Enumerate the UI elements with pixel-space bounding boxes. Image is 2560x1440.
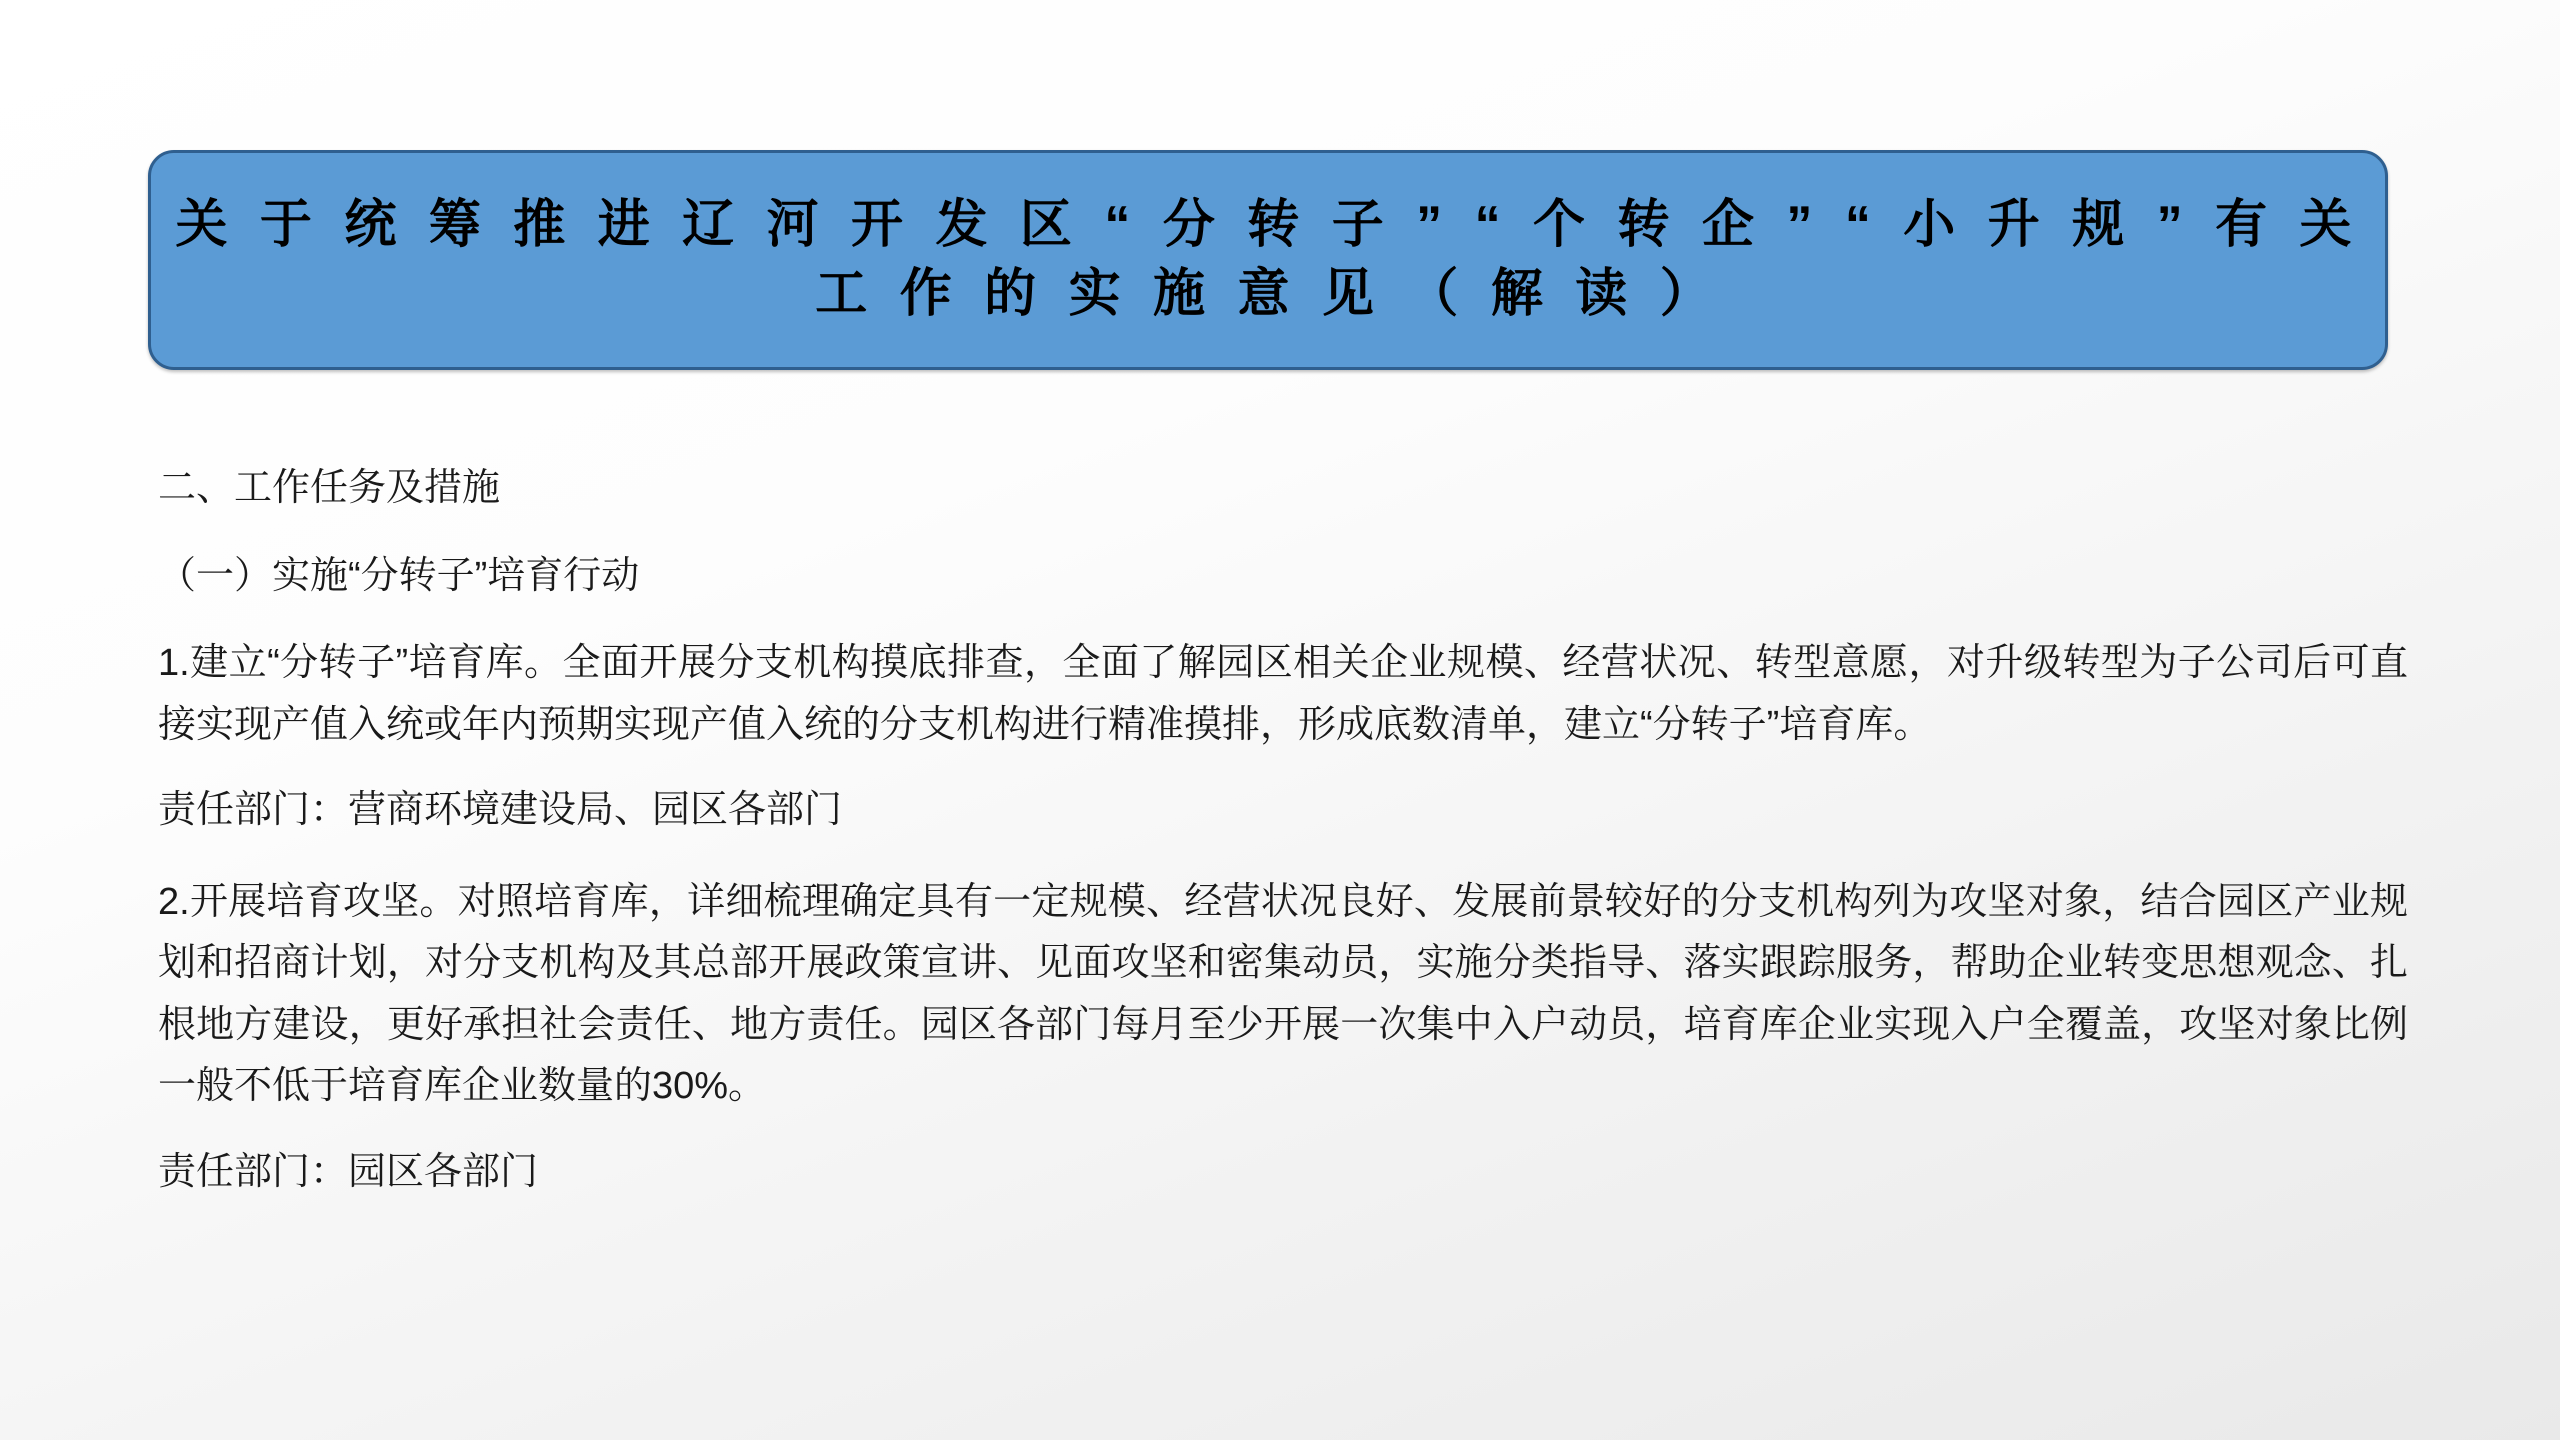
slide-title-line-2: 工 作 的 实 施 意 见 （ 解 读 ） xyxy=(815,265,1721,323)
task-item-2-responsible-department: 责任部门：园区各部门 xyxy=(158,1150,539,1193)
slide-title-banner xyxy=(148,150,2388,370)
slide-body xyxy=(158,458,2408,1233)
slide-title-line-1: 关 于 统 筹 推 进 辽 河 开 发 区 “ 分 转 子 ” “ 个 转 企 ” “ 小 升 规 ” 有 关 xyxy=(175,196,2361,255)
subsection-heading: （一）实施“分转子”培育行动 xyxy=(158,554,640,597)
section-heading: 二、工作任务及措施 xyxy=(158,467,501,509)
task-item-2: 2.开展培育攻坚。对照培育库，详细梳理确定具有一定规模、经营状况良好、发展前景较好的分支机构列为攻坚对象，结合园区产业规划和招商计划，对分支机构及其总部开展政策宣讲、见面攻坚和密集动员，实施分类指导、落实跟踪服务，帮助企业转变思想观念、扎根地方建设，更好承担社会责任、地方责任。园区各部门每月至少开展一次集中入户动员，培育库企业实现入户全覆盖，攻坚对象比例一般不低于培育库企业数量的30%。 xyxy=(158,880,2408,1108)
task-item-1-responsible-department: 责任部门：营商环境建设局、园区各部门 xyxy=(158,789,843,832)
task-item-1: 1.建立“分转子”培育库。全面开展分支机构摸底排查，全面了解园区相关企业规模、经营状况、转型意愿，对升级转型为子公司后可直接实现产值入统或年内预期实现产值入统的分支机构进行精准摸排，形成底数清单，建立“分转子”培育库。 xyxy=(158,642,2408,746)
